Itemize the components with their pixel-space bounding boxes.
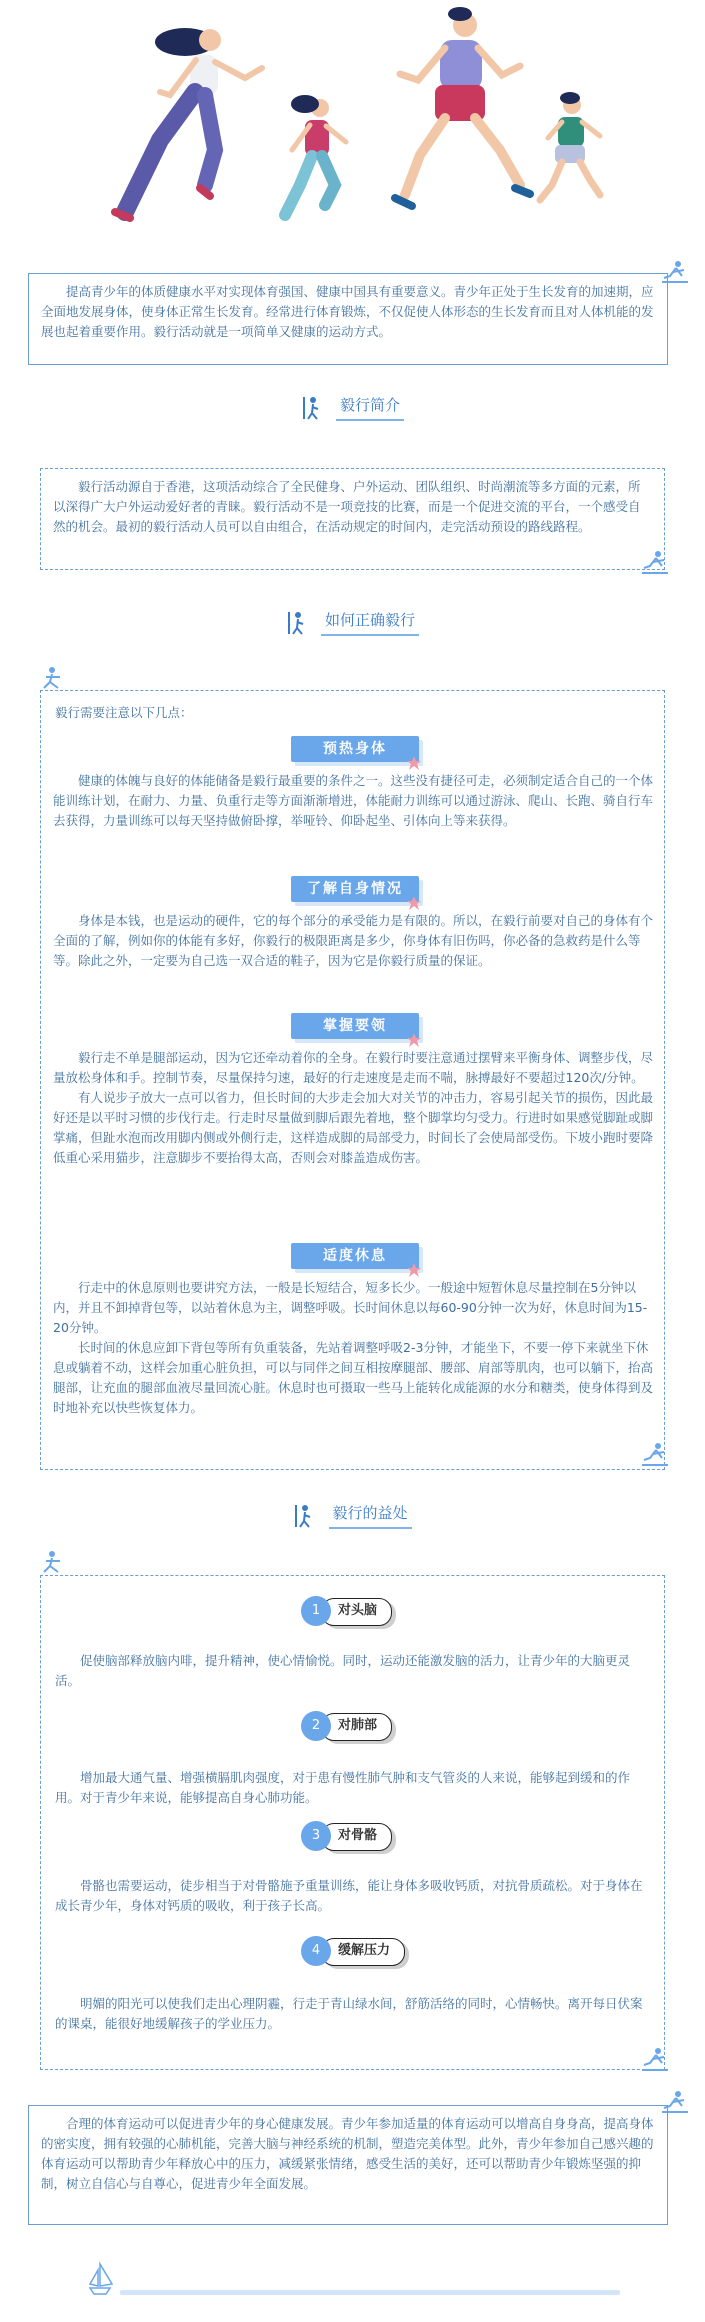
benefit-label: 缓解压力	[321, 1938, 405, 1966]
paragraph: 身体是本钱，也是运动的硬件，它的每个部分的承受能力是有限的。所以，在毅行前要对自己的身体有个全面的了解，例如你的体能有多好，你毅行的极限距离是多少，你身体有旧伤吗，你必备的急救药是什么等等。除此之外，一定要为自己选一双合适的鞋子，因为它是你毅行质量的保证。	[53, 913, 654, 968]
pill-selfcheck	[291, 876, 419, 902]
paragraph: 健康的体魄与良好的体能储备是毅行最重要的条件之一。这些没有捷径可走，必须制定适合自己的一个体能训练计划，在耐力、力量、负重行走等方面渐渐增进，体能耐力训练可以通过游泳、爬山、长跑、骑自行车去获得，力量训练可以每天坚持做俯卧撑，举哑铃、仰卧起坐、引体向上等来获得。	[53, 773, 654, 828]
pill-rest	[291, 1243, 419, 1269]
section-title-text: 毅行简介	[336, 388, 404, 421]
section-title-benefits	[0, 1496, 705, 1530]
section-intro-box	[40, 468, 665, 570]
section-howto-box	[40, 690, 665, 1470]
runner-corner-icon	[38, 664, 68, 692]
section-benefits-box	[40, 1575, 665, 2070]
text-block	[55, 1651, 653, 1691]
text-block	[53, 911, 653, 971]
footer-sailboat-decoration	[80, 2258, 620, 2298]
flag-runner-icon	[301, 395, 323, 421]
text-block	[53, 771, 653, 831]
star-icon	[407, 896, 421, 910]
runner-corner-icon	[660, 258, 690, 286]
pill-label: 掌握要领	[323, 1018, 387, 1034]
running-girl-icon	[285, 95, 346, 215]
running-boy-icon	[540, 92, 600, 200]
star-icon	[407, 1033, 421, 1047]
paragraph: 毅行走不单是腿部运动，因为它还牵动着你的全身。在毅行时要注意通过摆臂来平衡身体、调整步伐，尽量放松身体和手。控制节奏，尽量保持匀速，最好的行走速度是走而不喘，脉搏最好不要超过120次/分钟。	[53, 1050, 654, 1085]
running-woman-icon	[115, 28, 262, 218]
paragraph: 行走中的休息原则也要讲究方法，一般是长短结合，短多长少。一般途中短暂休息尽量控制在5分钟以内，并且不卸掉背包等，以站着休息为主，调整呼吸。长时间休息以每60-90分钟一次为好，休息时间为15-20分钟。	[53, 1280, 648, 1335]
paragraph: 有人说步子放大一点可以省力，但长时间的大步走会加大对关节的冲击力，容易引起关节的损伤，因此最好还是以平时习惯的步伐行走。行走时尽量做到脚后跟先着地，整个脚掌均匀受力。行进时如果感觉脚趾或脚掌痛，但趾水泡而改用脚内侧或外侧行走，这样造成脚的局部受力，时间长了会使局部受伤。下坡小跑时要降低重心采用猫步，注意脚步不要抬得太高，否则会对膝盖造成伤害。	[53, 1090, 654, 1165]
running-family-illustration	[0, 0, 705, 250]
paragraph: 增加最大通气量、增强横膈肌肉强度，对于患有慢性肺气肿和支气管炎的人来说，能够起到缓和的作用。对于青少年来说，能够提高自身心肺功能。	[55, 1770, 631, 1805]
benefit-number: 1	[301, 1596, 331, 1626]
benefit-label: 对头脑	[321, 1598, 392, 1626]
flag-runner-icon	[286, 610, 308, 636]
paragraph: 长时间的休息应卸下背包等所有负重装备，先站着调整呼吸2-3分钟，才能坐下，不要一停下来就坐下休息或躺着不动，这样会加重心脏负担，可以与同伴之间互相按摩腿部、腰部、肩部等肌肉，也可以躺下，抬高腿部，让充血的腿部血液尽量回流心脏。休息时也可摄取一些马上能转化成能源的水分和糖类，使身体得到及时地补充以快些恢复体力。	[53, 1340, 654, 1415]
benefit-number: 2	[301, 1711, 331, 1741]
paragraph: 明媚的阳光可以使我们走出心理阴霾，行走于青山绿水间，舒筋活络的同时，心情畅快。离开每日伏案的课桌，能很好地缓解孩子的学业压力。	[55, 1996, 643, 2031]
intro-box	[28, 273, 668, 365]
star-icon	[407, 756, 421, 770]
pill-technique	[291, 1013, 419, 1039]
benefit-number: 3	[301, 1821, 331, 1851]
pill-label: 预热身体	[323, 741, 387, 757]
pill-warmup	[291, 736, 419, 762]
intro-text: 提高青少年的体质健康水平对实现体育强国、健康中国具有重要意义。青少年正处于生长发育的加速期，应全面地发展身体，使身体正常生长发育。经常进行体育锻炼，不仅促使人体形态的生长发育而且对人体机能的发展也起着重要作用。毅行活动就是一项简单又健康的运动方式。	[41, 284, 654, 339]
section-title-howto	[0, 603, 705, 637]
flag-runner-icon	[293, 1503, 315, 1529]
star-icon	[407, 1263, 421, 1277]
text-block	[55, 1768, 653, 1808]
section-title-text: 如何正确毅行	[321, 603, 419, 636]
pill-label: 了解自身情况	[307, 881, 403, 897]
outro-box	[28, 2105, 668, 2225]
howto-lead: 毅行需要注意以下几点：	[55, 705, 193, 720]
runner-corner-icon	[640, 2045, 670, 2073]
paragraph: 促使脑部释放脑内啡，提升精神，使心情愉悦。同时，运动还能激发脑的活力，让青少年的大脑更灵活。	[55, 1653, 631, 1688]
text-block	[55, 1994, 653, 2034]
runner-corner-icon	[640, 548, 670, 576]
pill-label: 适度休息	[323, 1248, 387, 1264]
text-block	[55, 1876, 653, 1916]
text-block	[53, 1278, 653, 1418]
text-block	[53, 1048, 653, 1168]
benefit-number: 4	[301, 1936, 331, 1966]
section-title-text: 毅行的益处	[329, 1496, 412, 1529]
running-man-icon	[395, 7, 530, 206]
runner-corner-icon	[38, 1548, 68, 1576]
section-title-intro	[0, 388, 705, 422]
benefit-label: 对肺部	[321, 1713, 392, 1741]
sailboat-icon	[90, 2264, 112, 2294]
section-intro-text: 毅行活动源自于香港，这项活动综合了全民健身、户外运动、团队组织、时尚潮流等多方面的元素，所以深得广大户外运动爱好者的青睐。毅行活动不是一项竞技的比赛，而是一个促进交流的平台，一个感受自然的机会。最初的毅行活动人员可以自由组合，在活动规定的时间内，走完活动预设的路线路程。	[53, 479, 641, 534]
runner-corner-icon	[640, 1440, 670, 1468]
outro-text: 合理的体育运动可以促进青少年的身心健康发展。青少年参加适量的体育运动可以增高自身身高，提高身体的密实度，拥有较强的心肺机能，完善大脑与神经系统的机制，塑造完美体型。此外，青少年参加自己感兴趣的体育运动可以帮助青少年释放心中的压力，减缓紧张情绪，感受生活的美好，还可以帮助青少年锻炼坚强的抑制，树立自信心与自尊心，促进青少年全面发展。	[41, 2116, 654, 2191]
paragraph: 骨骼也需要运动，徒步相当于对骨骼施予重量训练，能让身体多吸收钙质，对抗骨质疏松。对于身体在成长青少年，身体对钙质的吸收，利于孩子长高。	[55, 1878, 643, 1913]
benefit-label: 对骨骼	[321, 1823, 392, 1851]
